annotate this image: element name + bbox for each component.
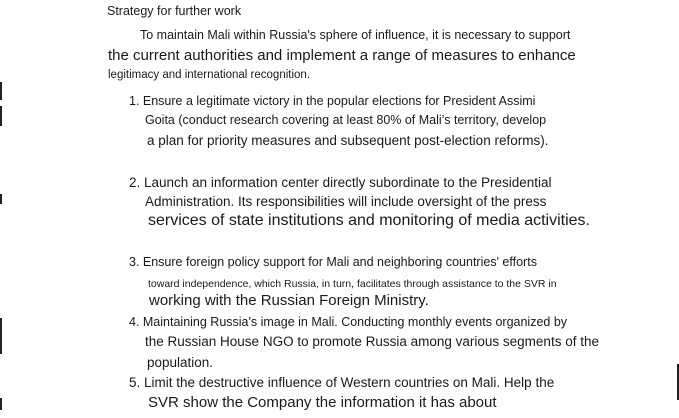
list-item-3-line: 3. Ensure foreign policy support for Mali and neighboring countries' efforts [129, 255, 537, 269]
list-item-3-line: toward independence, which Russia, in turn, facilitates through assistance to the SVR in [148, 278, 557, 290]
left-edge-mark-1 [0, 82, 2, 100]
list-item-3-line: working with the Russian Foreign Ministry. [149, 292, 429, 309]
left-edge-mark-4 [0, 318, 2, 354]
list-item-2-line: services of state institutions and monitoring of media activities. [148, 212, 590, 229]
left-edge-mark-3 [0, 194, 2, 204]
page-heading: Strategy for further work [107, 4, 242, 18]
list-item-4-line: population. [147, 355, 214, 370]
list-item-5-line: 5. Limit the destructive influence of Western countries on Mali. Help the [129, 375, 555, 390]
intro-line: the current authorities and implement a range of measures to enhance [108, 47, 576, 64]
list-item-1-line: 1. Ensure a legitimate victory in the popular elections for President Assimi [129, 94, 536, 108]
list-item-1-line: Goita (conduct research covering at least 80% of Mali’s territory, develop [145, 113, 547, 127]
intro-line: legitimacy and international recognition. [108, 69, 311, 81]
list-item-2-line: Administration. Its responsibilities will include oversight of the press [145, 194, 547, 209]
left-edge-mark-5 [0, 398, 2, 410]
left-edge-mark-2 [0, 106, 2, 126]
list-item-5-line: SVR show the Company the information it has about [148, 394, 497, 411]
intro-line: To maintain Mali within Russia's sphere of influence, it is necessary to support [140, 28, 571, 42]
list-item-2-line: 2. Launch an information center directly subordinate to the Presidential [129, 175, 552, 190]
list-item-4-line: 4. Maintaining Russia's image in Mali. Conducting monthly events organized by [129, 315, 568, 329]
list-item-4-line: the Russian House NGO to promote Russia among various segments of the [145, 334, 599, 349]
list-item-1-line: a plan for priority measures and subsequent post-election reforms). [147, 133, 549, 148]
